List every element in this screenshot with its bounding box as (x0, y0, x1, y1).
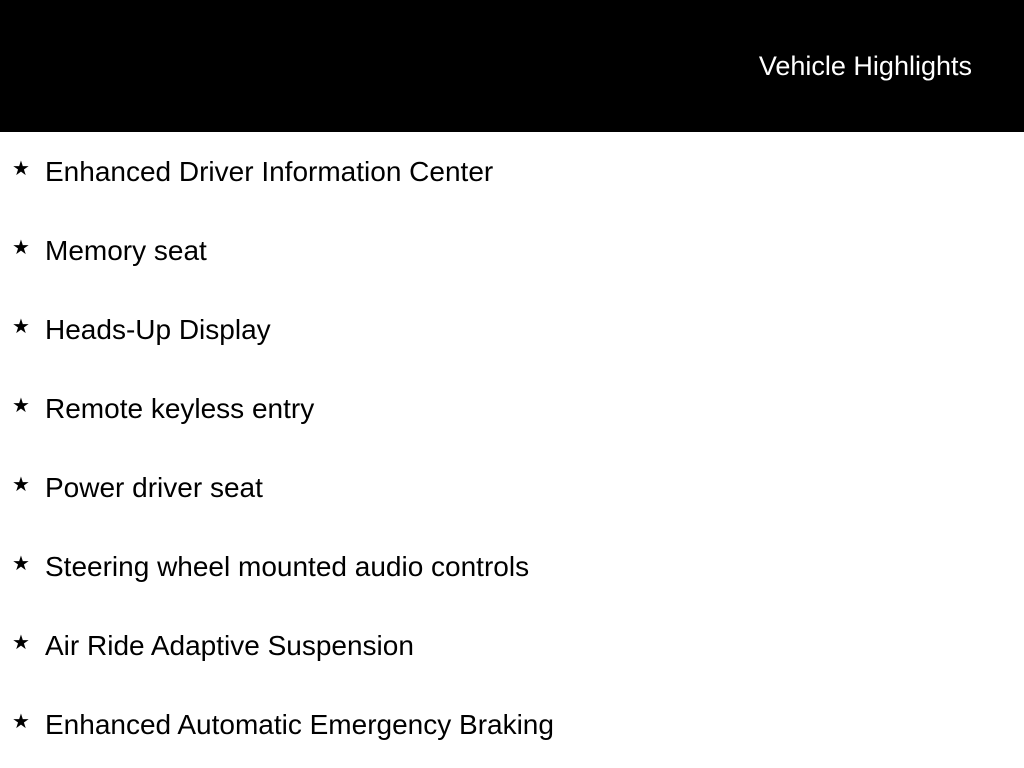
highlight-label: Power driver seat (45, 472, 263, 503)
star-icon: ★ (12, 711, 30, 733)
list-item (0, 606, 1024, 685)
star-icon: ★ (12, 553, 30, 575)
highlight-label: Remote keyless entry (45, 393, 315, 424)
list-item (0, 527, 1024, 606)
highlight-label: Enhanced Driver Information Center (45, 156, 494, 187)
list-item (0, 132, 1024, 211)
highlight-label: Enhanced Automatic Emergency Braking (45, 709, 554, 740)
highlights-list (0, 132, 1024, 764)
highlight-label: Air Ride Adaptive Suspension (45, 630, 414, 661)
list-item (0, 448, 1024, 527)
star-icon: ★ (12, 632, 30, 654)
star-icon: ★ (12, 474, 30, 496)
header-bar (0, 0, 1024, 132)
list-item (0, 211, 1024, 290)
list-item (0, 369, 1024, 448)
list-item (0, 290, 1024, 369)
star-icon: ★ (12, 395, 30, 417)
star-icon: ★ (12, 237, 30, 259)
star-icon: ★ (12, 316, 30, 338)
star-icon: ★ (12, 158, 30, 180)
highlight-label: Memory seat (45, 235, 207, 266)
highlight-label: Steering wheel mounted audio controls (45, 551, 530, 582)
highlight-label: Heads-Up Display (45, 314, 271, 345)
page-title: Vehicle Highlights (758, 51, 972, 81)
list-item (0, 685, 1024, 764)
